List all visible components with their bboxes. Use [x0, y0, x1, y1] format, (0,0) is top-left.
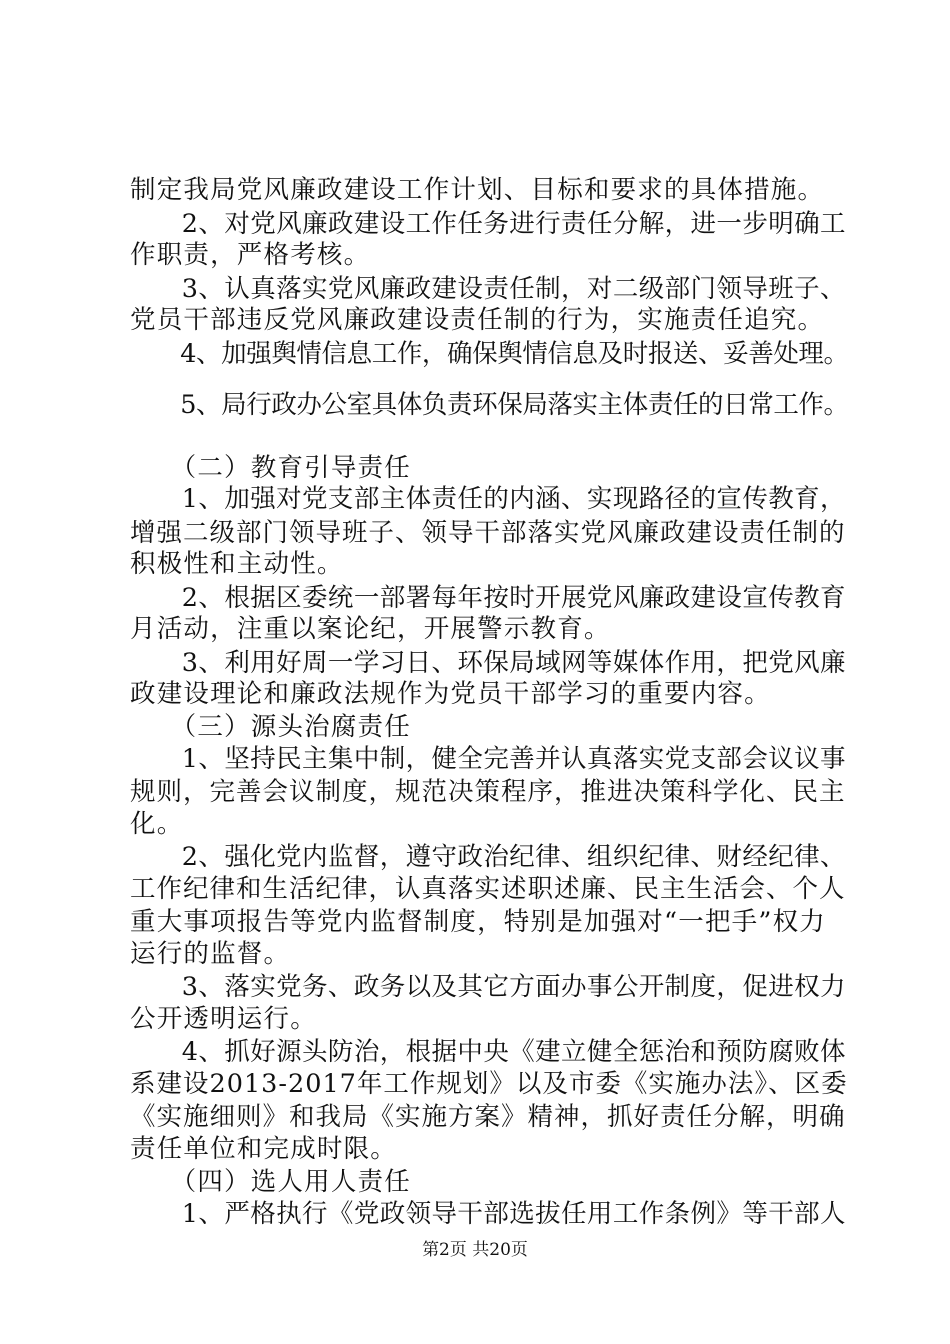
- text-line: 增强二级部门领导班子、领导干部落实党风廉政建设责任制的: [130, 518, 846, 548]
- text-line: 责任单位和完成时限。: [130, 1134, 398, 1164]
- text-line: 3、认真落实党风廉政建设责任制，对二级部门领导班子、: [130, 274, 846, 304]
- text-line: 1、严格执行《党政领导干部选拔任用工作条例》等干部人: [130, 1199, 846, 1229]
- text-line: 1、坚持民主集中制，健全完善并认真落实党支部会议议事: [130, 744, 846, 774]
- text-line: 公开透明运行。: [130, 1004, 317, 1034]
- text-line: 5、局行政办公室具体负责环保局落实主体责任的日常工作。: [130, 390, 849, 420]
- text-line: 4、抓好源头防治，根据中央《建立健全惩治和预防腐败体: [130, 1037, 846, 1067]
- text-line: 2、强化党内监督，遵守政治纪律、组织纪律、财经纪律、: [130, 842, 846, 872]
- text-line: 化。: [130, 809, 184, 839]
- text-line: 1、加强对党支部主体责任的内涵、实现路径的宣传教育，: [130, 484, 846, 514]
- text-line: 系建设2013-2017年工作规划》以及市委《实施办法》、区委: [130, 1069, 848, 1099]
- text-line: 政建设理论和廉政法规作为党员干部学习的重要内容。: [130, 679, 771, 709]
- text-line: 月活动，注重以案论纪，开展警示教育。: [130, 614, 611, 644]
- text-line: 《实施细则》和我局《实施方案》精神，抓好责任分解，明确: [130, 1102, 846, 1132]
- text-line: 党员干部违反党风廉政建设责任制的行为，实施责任追究。: [130, 305, 825, 335]
- section-heading: （三）源头治腐责任: [130, 712, 411, 742]
- text-line: 4、加强舆情信息工作，确保舆情信息及时报送、妥善处理。: [130, 339, 849, 369]
- text-line: 规则，完善会议制度，规范决策程序，推进决策科学化、民主: [130, 777, 846, 807]
- section-heading: （四）选人用人责任: [130, 1167, 411, 1197]
- text-line: 工作纪律和生活纪律，认真落实述职述廉、民主生活会、个人: [130, 874, 846, 904]
- text-line: 重大事项报告等党内监督制度，特别是加强对“一把手”权力: [130, 907, 826, 937]
- section-heading: （二）教育引导责任: [130, 453, 411, 483]
- text-line: 3、落实党务、政务以及其它方面办事公开制度，促进权力: [130, 972, 846, 1002]
- text-line: 3、利用好周一学习日、环保局域网等媒体作用，把党风廉: [130, 648, 846, 678]
- text-line: 积极性和主动性。: [130, 549, 344, 579]
- text-line: 运行的监督。: [130, 939, 291, 969]
- page-number-footer: 第2页 共20页: [422, 1240, 528, 1260]
- text-line: 2、根据区委统一部署每年按时开展党风廉政建设宣传教育: [130, 583, 846, 613]
- text-line: 制定我局党风廉政建设工作计划、目标和要求的具体措施。: [130, 175, 825, 205]
- text-line: 2、对党风廉政建设工作任务进行责任分解，进一步明确工: [130, 209, 846, 239]
- text-line: 作职责，严格考核。: [130, 240, 371, 270]
